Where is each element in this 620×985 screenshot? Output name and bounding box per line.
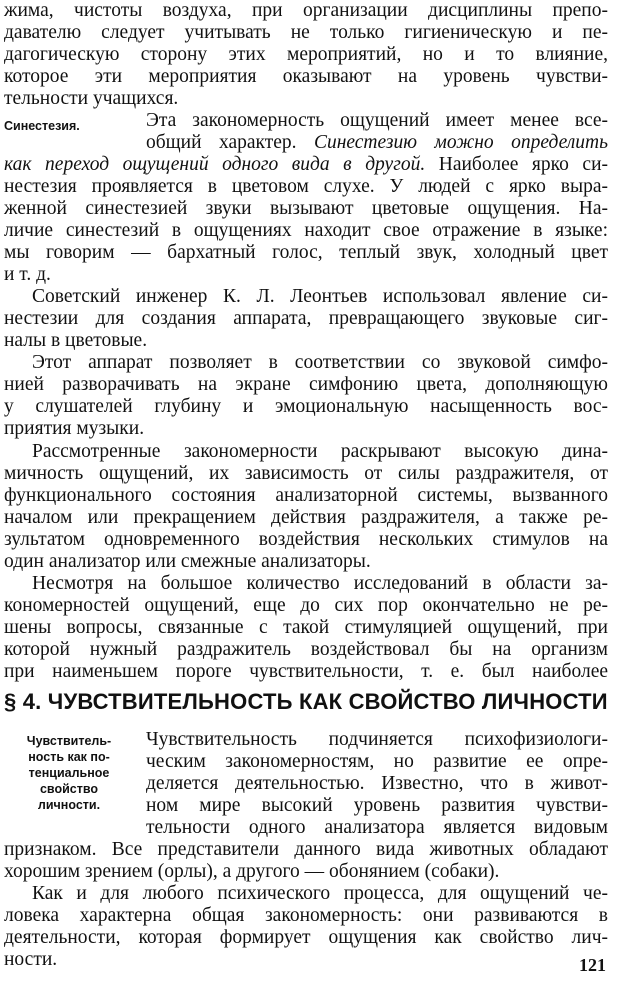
text-span: Наиболее ярко си-	[425, 154, 609, 175]
text-line: признаком. Все представители данного вида животных обладают	[4, 839, 608, 860]
text-line: кономерностей ощущений, еще до сих пор окончательно не ре-	[4, 595, 608, 616]
margin-note-line: Чувствитель-	[26, 734, 112, 748]
text-line: ческим закономерностям, но развитие ее опре-	[146, 751, 608, 772]
text-line: мичность ощущений, их зависимость от силы раздражителя, от	[4, 463, 608, 484]
text-line: нестезии для создания аппарата, превращающего звуковые сиг-	[4, 308, 608, 329]
text-span: общий характер.	[146, 132, 314, 153]
text-line: личие синестезий в ощущениях находит свое отражение в языке:	[4, 220, 608, 241]
text-line: ности.	[4, 949, 58, 970]
text-line: началом или прекращением действия раздражителя, а также ре-	[4, 507, 608, 528]
text-line: при наименьшем пороге чувствительности, т. е. был наиболее	[4, 661, 608, 682]
text-line: давателю следует учитывать не только гигиеническую и пе-	[4, 22, 608, 43]
text-line: жима, чистоты воздуха, при организации дисциплины препо-	[4, 0, 608, 21]
text-line: тельности учащихся.	[4, 88, 179, 109]
text-line: Рассмотренные закономерности раскрывают высокую дина-	[32, 441, 608, 462]
text-line: у слушателей глубину и эмоциональную насыщенность вос-	[4, 396, 608, 417]
text-line: женной синестезией звуки вызывают цветовые ощущения. На-	[4, 198, 608, 219]
text-line: ном мире высокий уровень развития чувстви-	[146, 795, 608, 816]
text-line: тельности одного анализатора является видовым	[146, 817, 608, 838]
text-line: мы говорим — бархатный голос, теплый звук, холодный цвет	[4, 242, 608, 263]
margin-note-synesthesia: Синестезия.	[4, 119, 80, 133]
margin-note-line: свойство	[39, 782, 99, 796]
text-line: и т. д.	[4, 264, 51, 285]
text-line: ловека характерна общая закономерность: они развиваются в	[4, 905, 608, 926]
margin-note-sensitivity	[4, 733, 134, 813]
italic-definition: Синестезию можно определить	[313, 132, 608, 153]
text-line: налы в цветовые.	[4, 330, 148, 351]
text-line: Эта закономерность ощущений имеет менее все-	[146, 110, 608, 131]
text-line	[146, 132, 608, 154]
text-line: приятия музыки.	[4, 418, 145, 439]
margin-note-line: личности.	[37, 798, 101, 812]
text-line: зультатом одновременного воздействия нескольких стимулов на	[4, 529, 608, 550]
text-line: деляется деятельностью. Известно, что в живот-	[146, 773, 608, 794]
text-line: дагогическую сторону этих мероприятий, но и то влияние,	[4, 44, 608, 65]
text-line: которой нужный раздражитель воздействовал бы на организм	[4, 639, 608, 660]
text-line: Этот аппарат позволяет в соответствии со звуковой симфо-	[32, 352, 608, 373]
text-line: хорошим зрением (орлы), а другого — обонянием (собаки).	[4, 861, 500, 882]
section-heading: § 4. ЧУВСТВИТЕЛЬНОСТЬ КАК СВОЙСТВО ЛИЧНОСТИ	[4, 689, 608, 714]
text-line: Несмотря на большое количество исследований в области за-	[32, 573, 608, 594]
text-line: Чувствительность подчиняется психофизиологи-	[146, 729, 608, 750]
page-number: 121	[579, 955, 606, 975]
text-line: деятельности, которая формирует ощущения как свойство лич-	[4, 927, 608, 948]
margin-note-line: ность как по-	[28, 750, 110, 764]
text-line: нестезия проявляется в цветовом слухе. У людей с ярко выра-	[4, 176, 608, 197]
text-line: функционального состояния анализаторной системы, вызванного	[4, 485, 608, 506]
text-line	[4, 154, 608, 176]
italic-definition: как переход ощущений одного вида в другой.	[4, 154, 426, 175]
text-line: которое эти мероприятия оказывают на уровень чувстви-	[4, 66, 608, 87]
text-line: один анализатор или смежные анализаторы.	[4, 551, 371, 572]
text-line: шены вопросы, связанные с такой стимуляцией ощущений, при	[4, 617, 608, 638]
text-line: нией разворачивать на экране симфонию цвета, дополняющую	[4, 374, 608, 395]
text-line: Как и для любого психического процесса, для ощущений че-	[32, 883, 608, 904]
text-line: Советский инженер К. Л. Леонтьев использовал явление си-	[32, 286, 608, 307]
margin-note-line: тенциальное	[28, 766, 110, 780]
